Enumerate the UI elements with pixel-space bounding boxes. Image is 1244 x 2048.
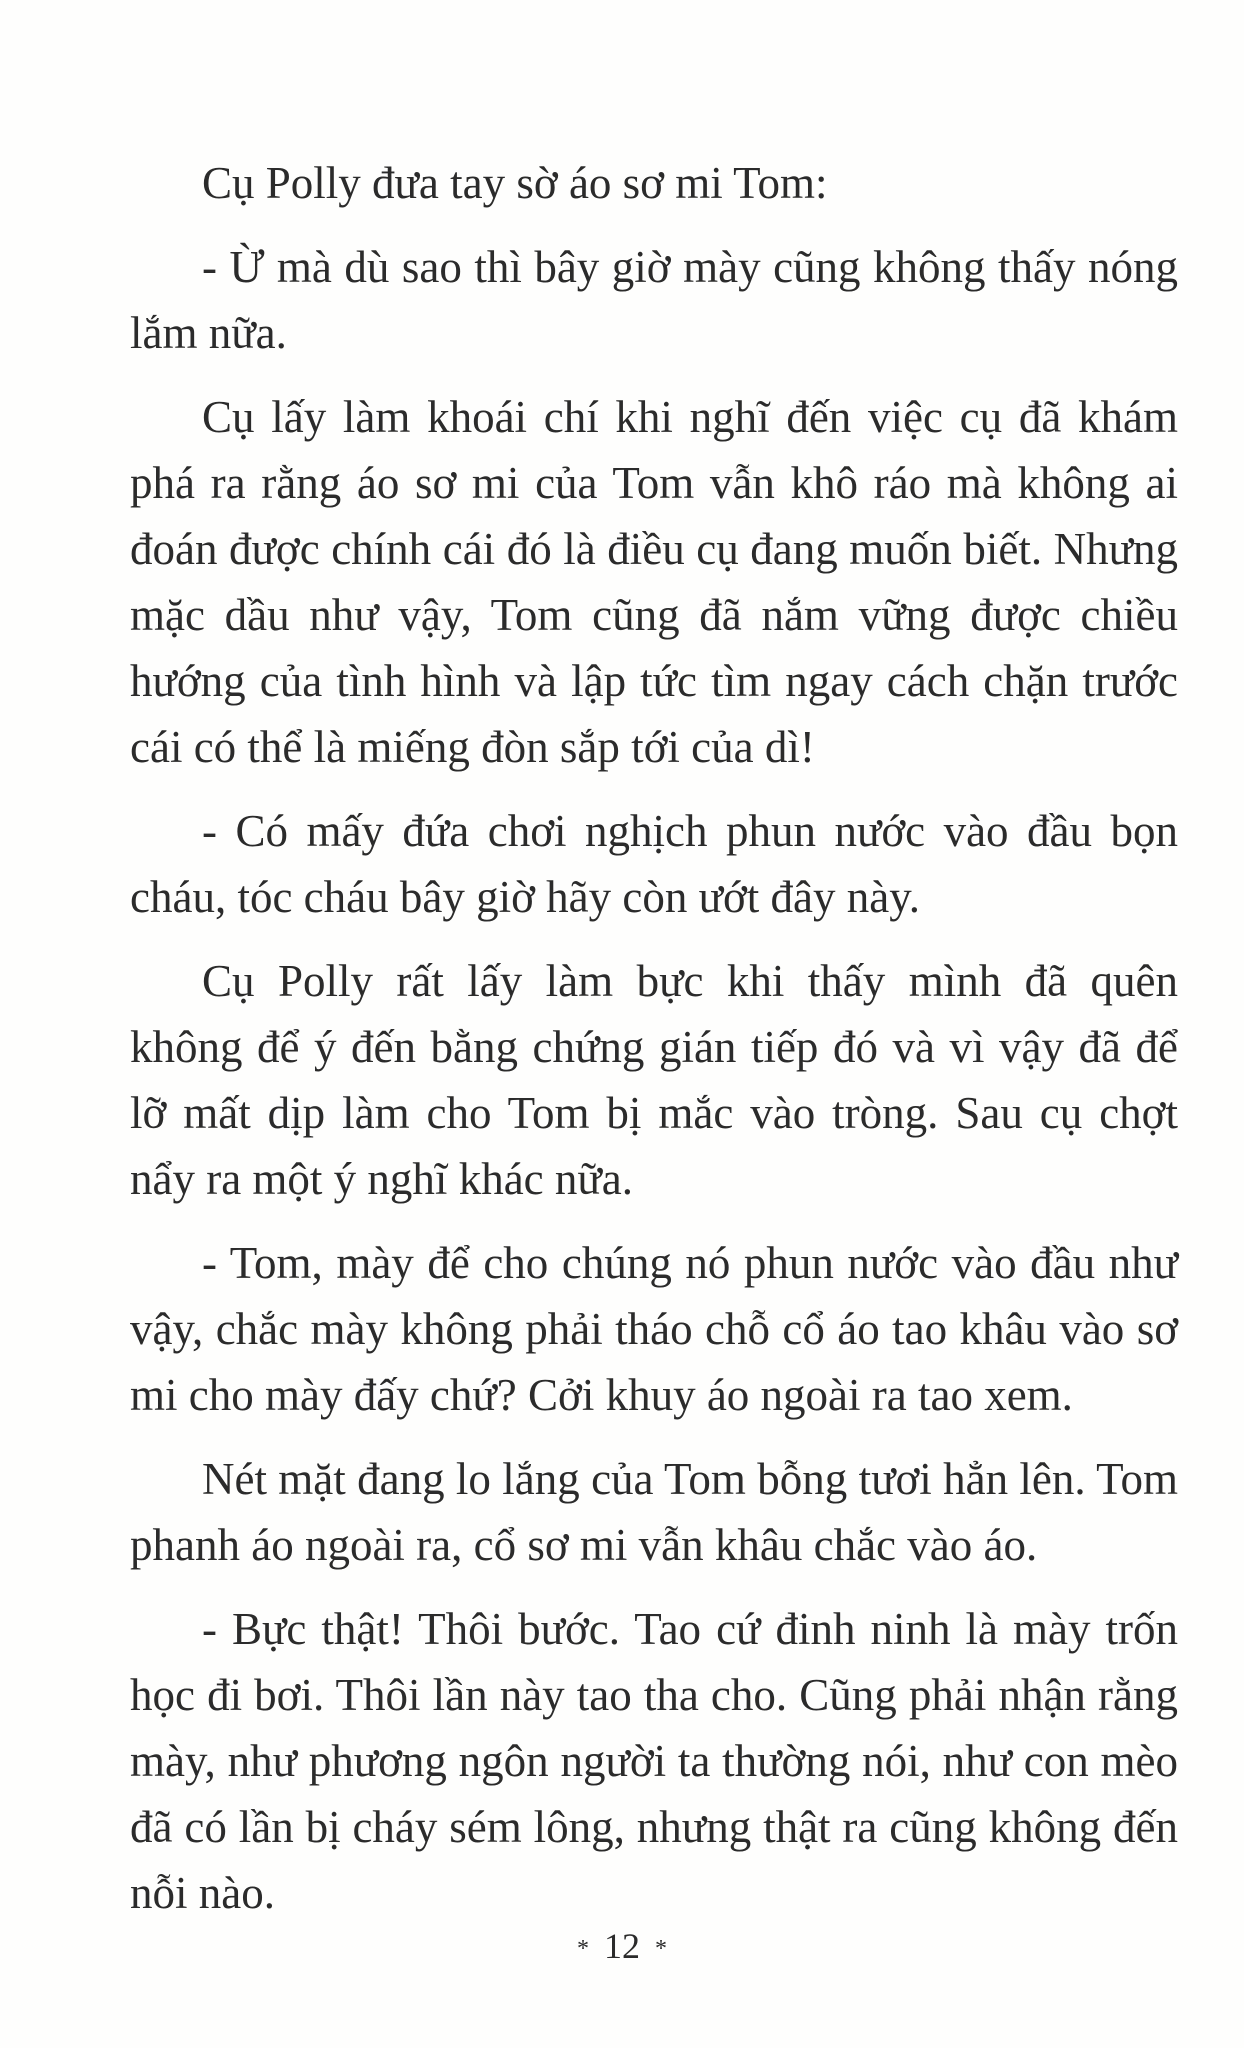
paragraph: Cụ Polly đưa tay sờ áo sơ mi Tom:	[202, 158, 828, 208]
paragraph: - Ừ mà dù sao thì bây giờ mày cũng không thấy nóng lắm nữa.	[130, 242, 1178, 358]
paragraph: - Bực thật! Thôi bước. Tao cứ đinh ninh là mày trốn học đi bơi. Thôi lần này tao tha cho. Cũng phải nhận rằng mày, như phương ngôn người ta thường nói, như con mèo đã có lần bị cháy sém lông, nhưng thật ra cũng không đến nỗi nào.	[130, 1604, 1178, 1918]
page-number-footer	[0, 1925, 1244, 1967]
page-number: 12	[604, 1926, 640, 1966]
paragraph: Cụ lấy làm khoái chí khi nghĩ đến việc cụ đã khám phá ra rằng áo sơ mi của Tom vẫn khô ráo mà không ai đoán được chính cái đó là điều cụ đang muốn biết. Nhưng mặc dầu như vậy, Tom cũng đã nắm vững được chiều hướng của tình hình và lập tức tìm ngay cách chặn trước cái có thể là miếng đòn sắp tới của dì!	[130, 392, 1178, 772]
paragraph: - Có mấy đứa chơi nghịch phun nước vào đầu bọn cháu, tóc cháu bây giờ hãy còn ướt đây này.	[130, 806, 1178, 922]
paragraph: Cụ Polly rất lấy làm bực khi thấy mình đã quên không để ý đến bằng chứng gián tiếp đó và vì vậy đã để lỡ mất dịp làm cho Tom bị mắc vào tròng. Sau cụ chợt nẩy ra một ý nghĩ khác nữa.	[130, 956, 1178, 1204]
paragraph: - Tom, mày để cho chúng nó phun nước vào đầu như vậy, chắc mày không phải tháo chỗ cổ áo tao khâu vào sơ mi cho mày đấy chứ? Cởi khuy áo ngoài ra tao xem.	[130, 1238, 1178, 1420]
page-number-right-mark: *	[655, 1936, 667, 1963]
page-number-left-mark: *	[577, 1936, 589, 1963]
body-text	[130, 150, 1178, 1944]
paragraph: Nét mặt đang lo lắng của Tom bỗng tươi hẳn lên. Tom phanh áo ngoài ra, cổ sơ mi vẫn khâu chắc vào áo.	[130, 1454, 1178, 1570]
